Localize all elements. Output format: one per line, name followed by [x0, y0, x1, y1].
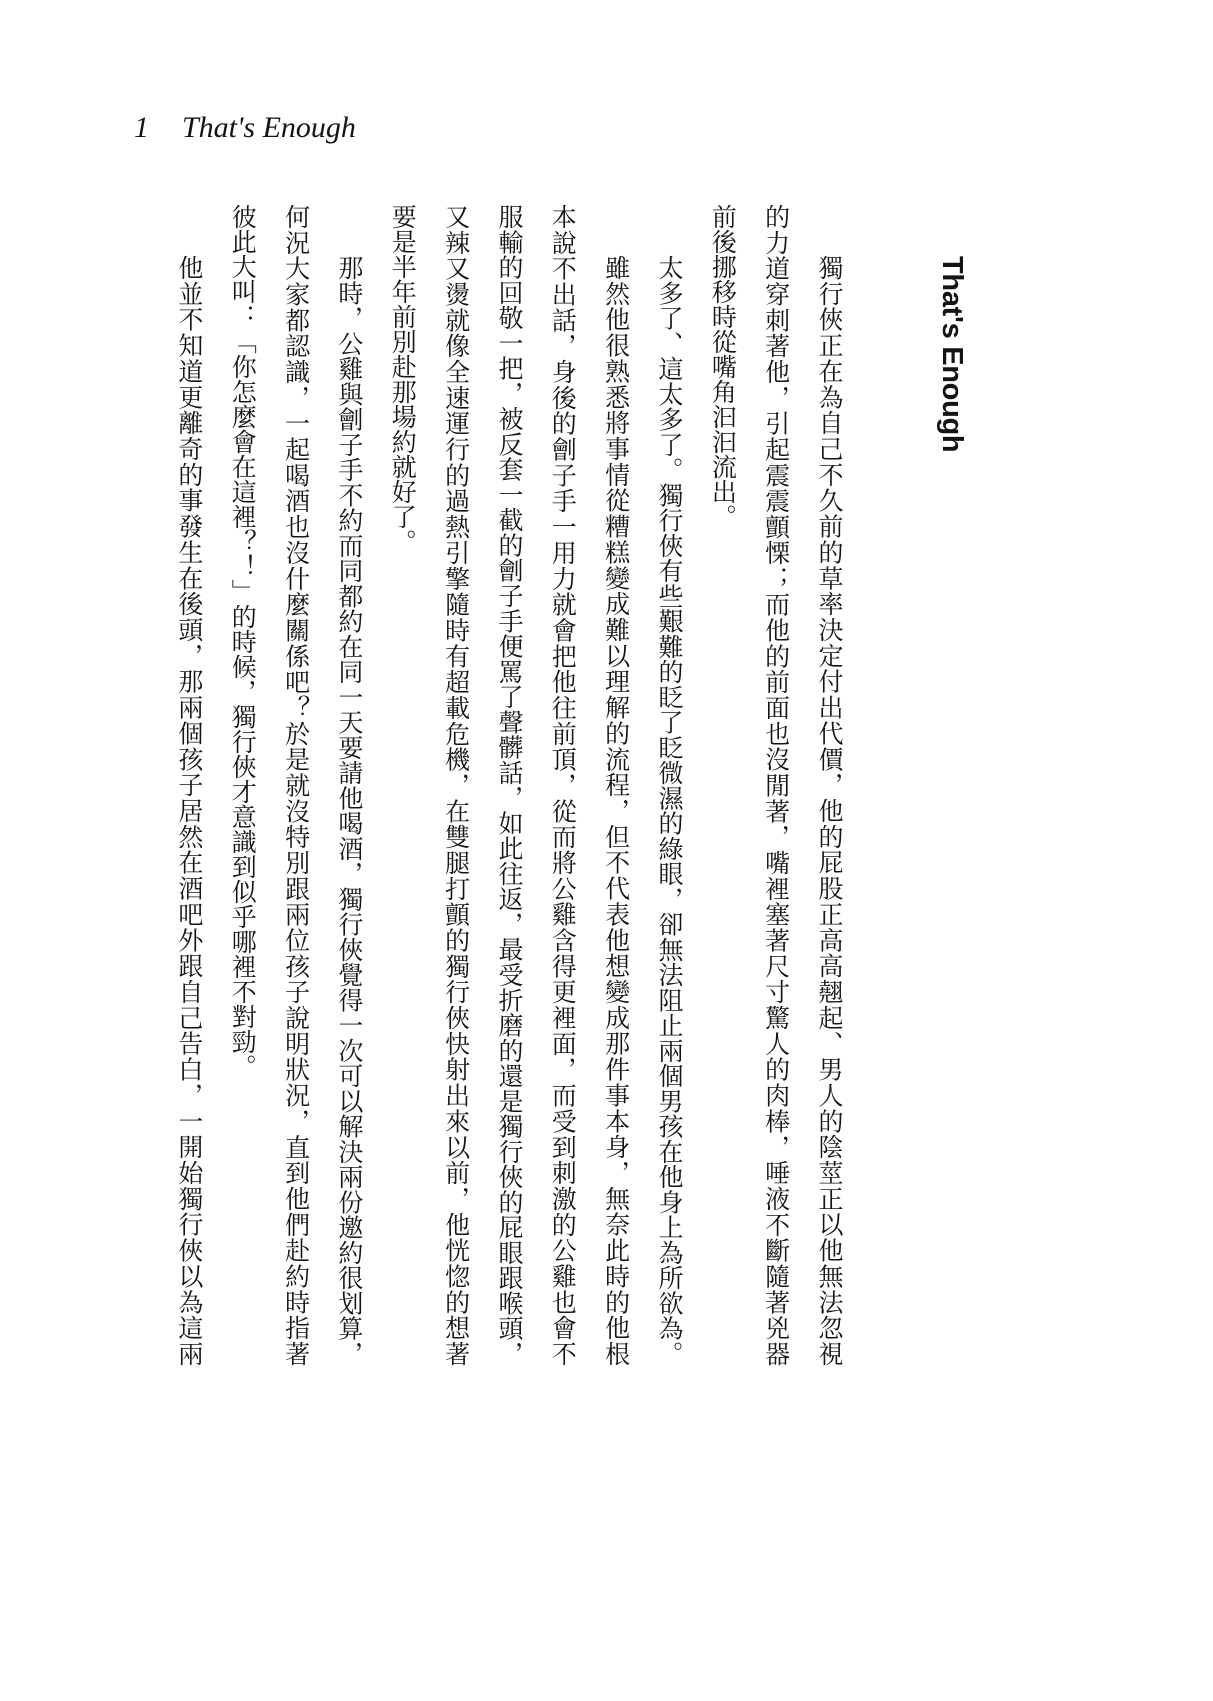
text-column: 太多了、這太多了。獨行俠有些艱難的眨了眨微濕的綠眼，卻無法阻止兩個男孩在他身上為所欲為。	[654, 255, 684, 1366]
text-column: 他並不知道更離奇的事發生在後頭，那兩個孩子居然在酒吧外跟自己告白，一開始獨行俠以為這兩	[174, 255, 204, 1366]
text-column: 何況大家都認識，一起喝酒也沒什麼關係吧？於是就沒特別跟兩位孩子說明狀況，直到他們赴約時指著	[281, 204, 311, 1366]
text-column: 雖然他很熟悉將事情從糟糕變成難以理解的流程，但不代表他想變成那件事本身，無奈此時的他根	[601, 255, 631, 1366]
page-number: 1	[134, 111, 149, 144]
text-column: 彼此大叫：「你怎麼會在這裡？！」的時候，獨行俠才意識到似乎哪裡不對勁。	[228, 204, 258, 1079]
text-column: 又辣又燙就像全速運行的過熱引擎隨時有超載危機，在雙腿打顫的獨行俠快射出來以前，他恍惚的想著	[441, 204, 471, 1366]
paragraph	[163, 204, 216, 1366]
running-title: That's Enough	[182, 111, 356, 144]
paragraph	[376, 204, 643, 1366]
text-column: 那時，公雞與劊子手不約而同都約在同一天要請他喝酒，獨行俠覺得一次可以解決兩份邀約很划算，	[334, 255, 364, 1366]
text-column: 服輸的回敬一把，被反套一截的劊子手便罵了聲髒話，如此往返，最受折磨的還是獨行俠的屁眼跟喉頭，	[494, 204, 524, 1366]
chapter-title: That's Enough	[936, 256, 968, 453]
text-column: 要是半年前別赴那場約就好了。	[388, 204, 418, 554]
text-column: 的力道穿刺著他，引起震震顫慄；而他的前面也沒閒著，嘴裡塞著尺寸驚人的肉棒，唾液不斷隨著兇器	[761, 204, 791, 1366]
paragraph	[696, 204, 856, 1366]
running-head	[134, 108, 356, 148]
text-column: 獨行俠正在為自己不久前的草率決定付出代價，他的屁股正高高翹起、男人的陰莖正以他無法忽視	[815, 255, 844, 1366]
paragraph	[216, 204, 376, 1366]
body-text	[162, 204, 856, 1366]
text-column: 本說不出話，身後的劊子手一用力就會把他往前頂，從而將公雞含得更裡面，而受到刺激的公雞也會不	[548, 204, 578, 1366]
text-column: 前後挪移時從嘴角汩汩流出。	[708, 204, 738, 529]
paragraph	[643, 204, 696, 1366]
